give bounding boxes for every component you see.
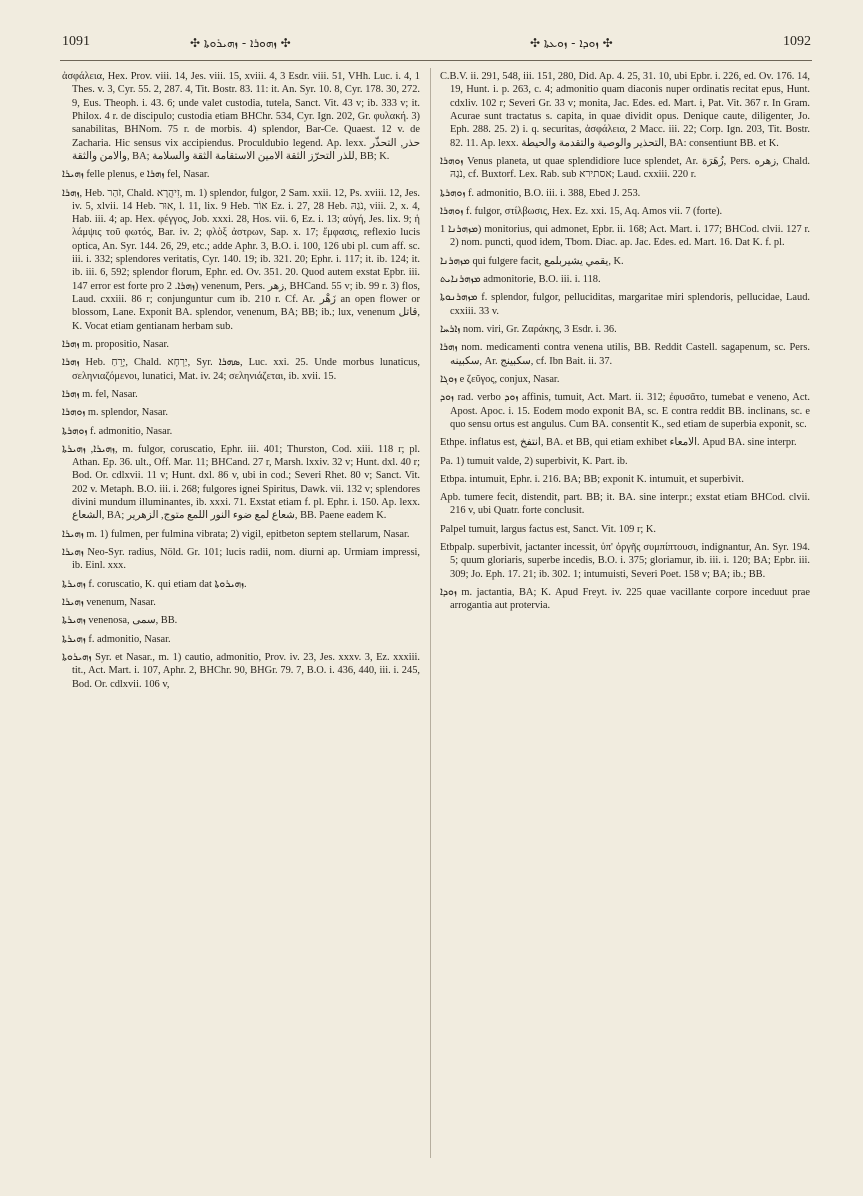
dictionary-entry: Etbpalp. superbivit, jactanter incessit, ὑπ' ὀργῆς συμπίπτουσι, indignantur, An. Syr. 194. 5; quum gloriaris, superbe incedis, B.O. i. 375; gloriamur, ib. iii. i. 120; BA; Epbr. iii. 309; Jo. Eph. 17. 21; ib. 302. 1; intumuisti, Severi Poet. 158 v; BA; ib.; BB.: [440, 542, 810, 580]
dictionary-entry: ܙܘܗܪܬܐ f. admonitio, Nasar.: [62, 425, 173, 437]
dictionary-entry: ܡܙܗܪܢܐܝܬ admonitorie, B.O. iii. i. 118.: [440, 274, 601, 286]
dictionary-entry: ܙܗܪܐ, Heb. זֹהַר, Chald. זִיהֲרָא, m. 1) splendor, fulgor, 2 Sam. xxii. 12, Ps. xviii. 12, Jes. iv. 5, xlvii. 14 Heb. אוּר, l. 11, lix. 9 Heb. אוֹר Ez. i. 27, 28 Heb. נֹגַהּ, viii. 2, x. 4, Hab. iii. 4; ap. Hex. φέγγος, Job. xxxi. 28, Hos. vii. 6, Ez. i. 13; αὐγή, Jes. lix. 9; ἡ λάμψις τοῦ φωτός, Bar. iv. 2; φλὸξ ἀστρων, Sap. x. 17; ἔμφασις, reflexio lucis optica, An. Syr. 144. 26, 29, etc.; adde Aphr. 3, B.O. i. 100, 126 ubi pl. cum aff. sc. iii. i. 332; splendores veritatis, Cyr. 140. 19; ib. 321. 20; Ephr. i. 117; it. ib. 124; it. ib. iii. 6, 592; splendor florum, Ephr. ed. Ov. 351. 20. Quod autem exstat Epbr. iii. 147 error est forte pro ܙܗܪܐ. 2) venenum, Pers. زهر, BHCand. 55 v; ib. 99 r. 3) flos, Laud. cxxiii. 86 r; conjunguntur cum ib. 210 r. Cf. Ar. زَهْر an open flower or blossom, Lane. Exponit BA. splendor, venenum, BA; BB; ib.; lux, venenum قاتل, K. Vocat etiam gentianam herbam sub.: [62, 187, 420, 332]
right-column: [440, 70, 810, 618]
dictionary-entry: ܙܗܝܪܬܐ f. admonitio, Nasar.: [62, 633, 171, 645]
dictionary-entry: ܙܗܝܪܐ, ܙܗܝܪܬܐ, m. fulgor, coruscatio, Ephr. iii. 401; Thurston, Cod. xiii. 118 r; pl. Athan. Ep. 36. ult., Off. Mar. 11; BHCand. 27 r, Marsh. lxxiv. 32 v; Hunt. dxl. 40 r; Bod. Or. cdlxvii. 11 v; Hunt. dxl. 86 v, ubi in cod.; Severi Rhet. 80 v; Sanct. Vit. 202 v. Metaph. B.O. iii. i. 268; fulgores ignei Spiritus, Dawk. vii. 132 v; splendores divini mundum illuminantes, ib. xxxi. 71. Exstat etiam f. pl. Ephr. i. 150. Ap. lexx. الشعاع, BA; شعاع لمع ضوء النور اللمع متوج, الزهرير, BB. Paene eadem K.: [62, 443, 420, 522]
dictionary-entry: ܙܗܝܪܬܐ f. coruscatio, K. qui etiam dat ܙܗܝܪܘܬܐ.: [62, 578, 247, 590]
dictionary-entry: ܙܗܝܪܬܐ venenosa, سمى, BB.: [62, 615, 178, 627]
dictionary-entry: ܡܙܗܪܢܘܬܐ f. splendor, fulgor, pelluciditas, margaritae miri splendoris, pellucidae, Laud. cxxiii. 33 v.: [440, 292, 810, 317]
dictionary-entry: ܡܙܗܪܢܐ 1) monitorius, qui admonet, Epbr. ii. 168; Act. Mart. i. 177; BHCod. clvii. 127 r. 2) nom. puncti, quod idem, Tbom. Diac. ap. Jac. Edes. ed. Mart. 16. Dat K. f. pl.: [440, 224, 810, 249]
dictionary-entry: ܙܗܪܐ Heb. יָרֵחַ, Chald. יַרְחָא, Syr. ܣܗܪܐ, Luc. xxi. 25. Unde morbus lunaticus, σεληνιαζόμενοι, lunatici, Mat. iv. 24; σεληνιάζεται, ib. xvii. 15.: [62, 357, 420, 382]
dictionary-entry: Etbpa. intumuit, Ephr. i. 216. BA; BB; exponit K. intumuit, et superbivit.: [440, 473, 744, 485]
dictionary-entry: ܙܐܪܚܐ nom. viri, Gr. Ζαράκης, 3 Esdr. i. 36.: [440, 324, 617, 335]
dictionary-entry: ܙܘܗܪܬܐ f. admonitio, B.O. iii. i. 388, Ebed J. 253.: [440, 187, 641, 199]
page-number-left: 1091: [62, 34, 90, 49]
dictionary-entry: ܙܘܕ rad. verbo ܙܘܕ affinis, tumuit, Act. Mart. ii. 312; ἐφυσᾶτο, tumebat e veneno, Act. Apost. Apoc. i. 15. Eodem modo exponit BA, sc. E contra reddit BB. inclinans, sc. e quo sensu ortus est angulus. Cum BA. consentit K., sed etiam de superbia exponit, sc.: [440, 392, 810, 430]
dictionary-entry: ܙܗܪܐ m. fel, Nasar.: [62, 388, 138, 400]
dictionary-entry: ܙܘܕܐ m. jactantia, BA; K. Apud Freyt. iv. 225 quae vacillante corpore inceduut prae arrogantia aut protervia.: [440, 587, 810, 612]
dictionary-entry: Pa. 1) tumuit valde, 2) superbivit, K. Part. ib.: [440, 455, 628, 467]
dictionary-entry: Ethpe. inflatus est, انتفخ, BA. et BB, qui etiam exhibet الامعاء. Apud BA. sine interpr.: [440, 437, 797, 449]
column-divider: [430, 68, 431, 1158]
dictionary-entry: ܙܗܝܪܘܬܐ Syr. et Nasar., m. 1) cautio, admonitio, Prov. iv. 23, Jes. xxxv. 3, Ez. xxxiii. tit., Act. Mart. i. 107, Aphr. 2, BHChr. 90, BHGr. 79. 7, B.O. i. 436, 440, iii. i. 245, Bod. Or. cdlxvii. 106 v,: [62, 651, 420, 690]
page-number-right: 1092: [783, 34, 811, 49]
dictionary-entry: ܙܘܗܪܐ Venus planeta, ut quae splendidiore luce splendet, Ar. زُهَرَة, Pers. زهره, Chald. נֹגַהּ, cf. Buxtorf. Lex. Rab. sub אסתירא; Laud. cxxiii. 220 r.: [440, 155, 810, 181]
dictionary-entry: ܙܘܗܪܐ m. splendor, Nasar.: [62, 407, 168, 419]
dictionary-entry: ܙܗܝܪܐ Neo-Syr. radius, Nöld. Gr. 101; lucis radii, nom. diurni ap. Urmiam impressi, ib. Einl. xxx.: [62, 547, 420, 572]
header-rule: [60, 60, 812, 61]
running-head-left: ✣ ܙܗܘܪܐ - ܙܗܝܪܘܬܐ ✣: [190, 36, 291, 50]
dictionary-entry: ܙܘܗܪܐ f. fulgor, στίλβωσις, Hex. Ez. xxi. 15, Aq. Amos vii. 7 (forte).: [440, 205, 723, 217]
dictionary-entry: ܡܙܗܪܢܐ qui fulgere facit, يقمي يشيربلمع, K.: [440, 255, 624, 267]
dictionary-entry: Apb. tumere fecit, distendit, part. BB; it. BA. sine interpr.; exstat etiam BHCod. clvii. 216 v, ubi Quatr. forte conclusit.: [440, 492, 810, 517]
dictionary-entry: C.B.V. ii. 291, 548, iii. 151, 280, Did. Ap. 4. 25, 31. 10, ubi Epbr. i. 226, ed. Ov. 176. 14, 19, Hunt. i. p. 263, c. 4; admonitio quam diaconis nuper ordinatis recitat epus, Hunt. cdxliv. 102 r; Severi Gr. 33 v; monita, Jac. Edes. ed. Mart. i, Pat. Vit. 367 r. In Gram. Acurae sunt tractatus s. capita, in quae dividit opus. Denique caute, diligenter, Jo. Eph. 288. 25. 2) i. q. securitas, ἀσφάλεια, 2 Macc. iii. 22; Corp. Ign. 203, Tit. Bostr. 82. 11. Ap. lexx. التحذير والوصية والتقدمة والحيطة, BA: consentiunt BB. et K.: [440, 71, 810, 149]
dictionary-entry: ܙܗܝܪܐ venenum, Nasar.: [62, 596, 156, 608]
dictionary-entry: ܙܗܪܐ m. propositio, Nasar.: [62, 338, 169, 350]
dictionary-entry: ἀσφάλεια, Hex. Prov. viii. 14, Jes. viii. 15, xviii. 4, 3 Esdr. viii. 51, VHh. Luc. i. 4, 1 Thes. v. 3, Cyr. 55. 2, 287. 4, Tit. Bostr. 83. 11: it. An. Syr. 10. 8, Cyr. 178. 30, 272. 9, Eus. Theoph. i. 43. 6; unde valet custodia, tutela, Sanct. Vit. 43 v; ib. 333 v; it. Philox. 4 r. de discipulo; custodia etiam BHChr. 534, Cyr. Ign. 202, Gr. φυλακή. 3) sanabilitas, BHNom. 75 r. de morbis. 4) splendor, Bar-Ce. Quaest. 12 v. de Zacharia. Hic sensus vix accipiendus. Proculdubio legend. Ap. lexx. حذر, التحذّر والامن والثقة, BA; للذر التحرّز الثقة الامين الاستقامة الثقة والسلامة, BB; K.: [62, 71, 420, 162]
dictionary-entry: Palpel tumuit, largus factus est, Sanct. Vit. 109 r; K.: [440, 523, 657, 535]
running-head-right: ✣ ܙܘܕܐ - ܙܘܥܬܐ ✣: [530, 36, 613, 50]
dictionary-entry: ܙܗܝܪܐ felle plenus, e ܙܗܪܐ fel, Nasar.: [62, 169, 210, 181]
left-column: [62, 70, 420, 696]
dictionary-entry: ܙܘܓܐ e ζεῦγος, conjux, Nasar.: [440, 373, 560, 385]
dictionary-entry: ܙܗܪܐ nom. medicamenti contra venena utilis, BB. Reddit Castell. sagapenum, sc. Pers. سكبينه, Ar. سكبينج, cf. Ibn Bait. ii. 37.: [440, 342, 810, 367]
dictionary-entry: ܙܗܝܪܐ m. 1) fulmen, per fulmina vibrata; 2) vigil, epitbeton septem stellarum, Nasar.: [62, 528, 410, 540]
